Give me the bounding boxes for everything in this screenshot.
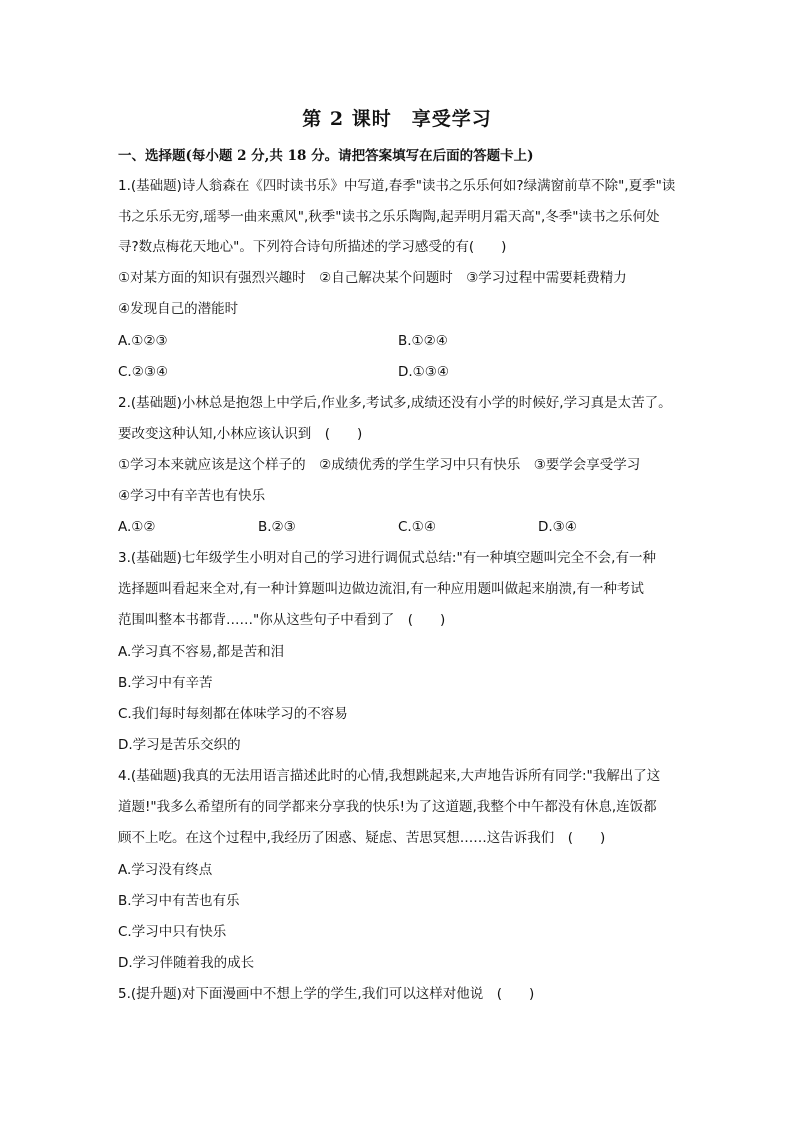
question-3-stem-line-1: 3.(基础题)七年级学生小明对自己的学习进行调侃式总结:"有一种填空题叫完全不会,有一种 [118,550,656,566]
question-4-stem-line-1: 4.(基础题)我真的无法用语言描述此时的心情,我想跳起来,大声地告诉所有同学:"我解出了这 [118,768,661,784]
question-4-option-a: A.学习没有终点 [118,862,213,878]
question-5-stem-line-1: 5.(提升题)对下面漫画中不想上学的学生,我们可以这样对他说 ( ) [118,986,535,1002]
question-3-option-b: B.学习中有辛苦 [118,675,213,691]
question-1-option-d: D.①③④ [398,364,449,380]
question-3-option-d: D.学习是苦乐交织的 [118,737,241,753]
question-2-stem-line-1: 2.(基础题)小林总是抱怨上中学后,作业多,考试多,成绩还没有小学的时候好,学习真是太苦了。 [118,395,672,411]
question-2-option-d: D.③④ [538,519,577,535]
question-2-items-line-2: ④学习中有辛苦也有快乐 [118,488,266,504]
question-1-option-c: C.②③④ [118,364,169,380]
question-2-option-c: C.①④ [398,519,436,535]
question-4-option-c: C.学习中只有快乐 [118,924,227,940]
question-2-option-b: B.②③ [258,519,296,535]
question-1-items-line-1: ①对某方面的知识有强烈兴趣时 ②自己解决某个问题时 ③学习过程中需要耗费精力 [118,270,627,286]
question-1-option-a: A.①②③ [118,333,168,349]
question-3-option-a: A.学习真不容易,都是苦和泪 [118,644,285,660]
question-1-option-b: B.①②④ [398,333,448,349]
question-3-option-c: C.我们每时每刻都在体味学习的不容易 [118,706,348,722]
question-4-stem-line-3: 顾不上吃。在这个过程中,我经历了困惑、疑虑、苦思冥想……这告诉我们 ( ) [118,830,606,846]
question-4-stem-line-2: 道题!"我多么希望所有的同学都来分享我的快乐!为了这道题,我整个中午都没有休息,连饭都 [118,799,657,815]
page-title: 第 2 课时 享受学习 [302,108,492,130]
question-4-option-d: D.学习伴随着我的成长 [118,955,255,971]
question-1-stem-line-1: 1.(基础题)诗人翁森在《四时读书乐》中写道,春季"读书之乐乐何如?绿满窗前草不除",夏季"读 [118,178,676,194]
question-2-items-line-1: ①学习本来就应该是这个样子的 ②成绩优秀的学生学习中只有快乐 ③要学会享受学习 [118,457,641,473]
question-2-stem-line-2: 要改变这种认知,小林应该认识到 ( ) [118,426,363,442]
question-3-stem-line-2: 选择题叫看起来全对,有一种计算题叫边做边流泪,有一种应用题叫做起来崩溃,有一种考试 [118,581,644,597]
question-1-items-line-2: ④发现自己的潜能时 [118,301,239,317]
question-1-stem-line-3: 寻?数点梅花天地心"。下列符合诗句所描述的学习感受的有( ) [118,239,507,255]
question-3-stem-line-3: 范围叫整本书都背……"你从这些句子中看到了 ( ) [118,612,446,628]
question-2-option-a: A.①② [118,519,156,535]
question-1-stem-line-2: 书之乐乐无穷,瑶琴一曲来熏风",秋季"读书之乐乐陶陶,起弄明月霜天高",冬季"读书之乐何处 [118,209,660,225]
section-header: 一、选择题(每小题 2 分,共 18 分。请把答案填写在后面的答题卡上) [118,148,534,164]
question-4-option-b: B.学习中有苦也有乐 [118,893,240,909]
